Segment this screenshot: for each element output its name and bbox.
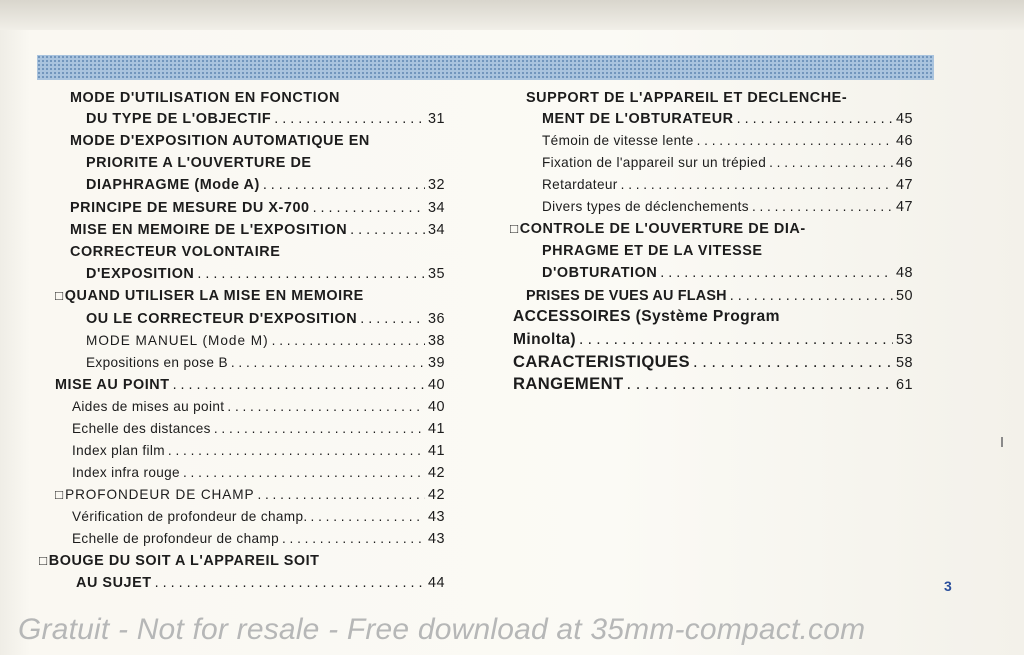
toc-page-number: 58	[895, 355, 913, 371]
toc-page-number: 46	[895, 155, 913, 171]
toc-entry-text: Index infra rouge	[72, 465, 180, 480]
toc-entry-text: Divers types de déclenchements	[542, 199, 749, 214]
toc-entry	[72, 531, 445, 547]
checkbox-glyph: □	[55, 487, 65, 502]
toc-entry	[86, 355, 445, 371]
toc-page-number: 43	[427, 531, 445, 547]
toc-entry-text: BOUGE DU SOIT A L'APPAREIL SOIT	[48, 553, 320, 569]
toc-entry	[513, 352, 913, 372]
toc-entry-text: RANGEMENT	[513, 374, 624, 393]
toc-page-number: 31	[427, 111, 445, 127]
toc-entry	[39, 553, 445, 569]
toc-entry-text: D'EXPOSITION	[86, 266, 195, 282]
toc-entry-text: PRINCIPE DE MESURE DU X-700	[70, 200, 310, 216]
toc-entry-text: Echelle des distances	[72, 421, 211, 436]
toc-page-number: 36	[427, 311, 445, 327]
toc-page-number: 40	[427, 377, 445, 393]
toc-page-number: 47	[895, 199, 913, 215]
toc-entry-text: Témoin de vitesse lente	[542, 133, 694, 148]
toc-entry	[86, 177, 445, 193]
toc-page-number: 46	[895, 133, 913, 149]
toc-entry	[526, 288, 913, 304]
toc-page-number: 41	[427, 443, 445, 459]
toc-entry	[55, 487, 445, 503]
toc-page-number: 34	[427, 200, 445, 216]
toc-entry	[70, 90, 445, 106]
toc-entry	[70, 133, 445, 149]
toc-entry-text: DU TYPE DE L'OBJECTIF	[86, 111, 272, 127]
toc-entry	[72, 399, 445, 415]
toc-entry-text: PRISES DE VUES AU FLASH	[526, 288, 727, 304]
toc-page-number: 34	[427, 222, 445, 238]
toc-page-number: 50	[895, 288, 913, 304]
toc-entry-text: DIAPHRAGME (Mode A)	[86, 177, 260, 193]
page-top-shadow	[0, 0, 1024, 30]
toc-page-number: 41	[427, 421, 445, 437]
toc-entry	[542, 199, 913, 215]
toc-entry	[542, 243, 913, 259]
toc-entry	[513, 331, 913, 349]
toc-page-number: 35	[427, 266, 445, 282]
toc-entry	[513, 308, 913, 326]
toc-entry-text: PRIORITE A L'OUVERTURE DE	[86, 155, 312, 171]
toc-page-number: 45	[895, 111, 913, 127]
checkbox-glyph: □	[510, 221, 519, 236]
checkbox-glyph: □	[39, 553, 48, 568]
toc-entry-text: CONTROLE DE L'OUVERTURE DE DIA-	[519, 221, 806, 237]
toc-entry	[86, 311, 445, 327]
toc-entry-text: Retardateur	[542, 177, 618, 192]
toc-entry-text: PROFONDEUR DE CHAMP	[65, 487, 255, 502]
toc-entry	[542, 111, 913, 127]
toc-entry	[86, 266, 445, 282]
toc-page-number: 38	[427, 333, 445, 349]
toc-page-number: 32	[427, 177, 445, 193]
toc-page-number: 44	[427, 575, 445, 591]
decorative-dotted-band	[37, 55, 934, 80]
toc-entry	[86, 111, 445, 127]
toc-page-number: 61	[895, 377, 913, 393]
toc-entry-text: SUPPORT DE L'APPAREIL ET DECLENCHE-	[526, 90, 848, 106]
toc-entry-text: Index plan film	[72, 443, 165, 458]
toc-entry	[542, 177, 913, 193]
toc-entry	[70, 200, 445, 216]
toc-entry-text: MODE MANUEL (Mode M)	[86, 333, 269, 348]
toc-entry	[70, 222, 445, 238]
toc-page-number: 47	[895, 177, 913, 193]
page-number: 3	[944, 578, 952, 594]
toc-page-number: 43	[427, 509, 445, 525]
toc-entry-text: Expositions en pose B	[86, 355, 228, 370]
toc-entry-text: QUAND UTILISER LA MISE EN MEMOIRE	[64, 288, 364, 304]
toc-page-number: 42	[427, 465, 445, 481]
toc-entry	[72, 465, 445, 481]
toc-entry	[542, 155, 913, 171]
toc-entry-text: D'OBTURATION	[542, 265, 658, 281]
toc-entry-text: MENT DE L'OBTURATEUR	[542, 111, 734, 127]
toc-entry-text: Minolta)	[513, 331, 576, 348]
toc-entry-text: Aides de mises au point	[72, 399, 225, 414]
toc-entry-text: PHRAGME ET DE LA VITESSE	[542, 243, 763, 259]
checkbox-glyph: □	[55, 288, 64, 303]
toc-entry	[76, 575, 445, 591]
toc-entry-text: Vérification de profondeur de champ.	[72, 509, 308, 524]
toc-entry-text: MODE D'UTILISATION EN FONCTION	[70, 90, 340, 106]
toc-entry	[72, 443, 445, 459]
toc-entry-text: MISE EN MEMOIRE DE L'EXPOSITION	[70, 222, 348, 238]
toc-entry	[510, 221, 913, 237]
toc-page-number: 40	[427, 399, 445, 415]
toc-entry	[72, 509, 445, 525]
toc-entry-text: MISE AU POINT	[55, 377, 170, 393]
toc-entry	[86, 155, 445, 171]
toc-entry	[86, 333, 445, 349]
toc-page-number: 48	[895, 265, 913, 281]
toc-entry-text: OU LE CORRECTEUR D'EXPOSITION	[86, 311, 358, 327]
toc-entry-text: Echelle de profondeur de champ	[72, 531, 279, 546]
toc-entry-text: CORRECTEUR VOLONTAIRE	[70, 244, 281, 260]
toc-entry	[55, 288, 445, 304]
toc-entry	[513, 374, 913, 394]
toc-page-number: 42	[427, 487, 445, 503]
toc-entry	[542, 265, 913, 281]
toc-entry-text: CARACTERISTIQUES	[513, 352, 690, 371]
toc-entry	[70, 244, 445, 260]
watermark-text: Gratuit - Not for resale - Free download at 35mm-compact.com	[18, 613, 866, 646]
toc-entry-text: Fixation de l'appareil sur un trépied	[542, 155, 767, 170]
page-edge-mark	[1001, 437, 1003, 447]
toc-entry	[72, 421, 445, 437]
toc-page-number: 39	[427, 355, 445, 371]
toc-entry-text: AU SUJET	[76, 575, 152, 591]
toc-entry-text: ACCESSOIRES (Système Program	[513, 308, 780, 325]
toc-entry-text: MODE D'EXPOSITION AUTOMATIQUE EN	[70, 133, 370, 149]
toc-entry	[55, 377, 445, 393]
toc-page-number: 53	[895, 332, 913, 348]
toc-entry	[542, 133, 913, 149]
toc-entry	[526, 90, 913, 106]
